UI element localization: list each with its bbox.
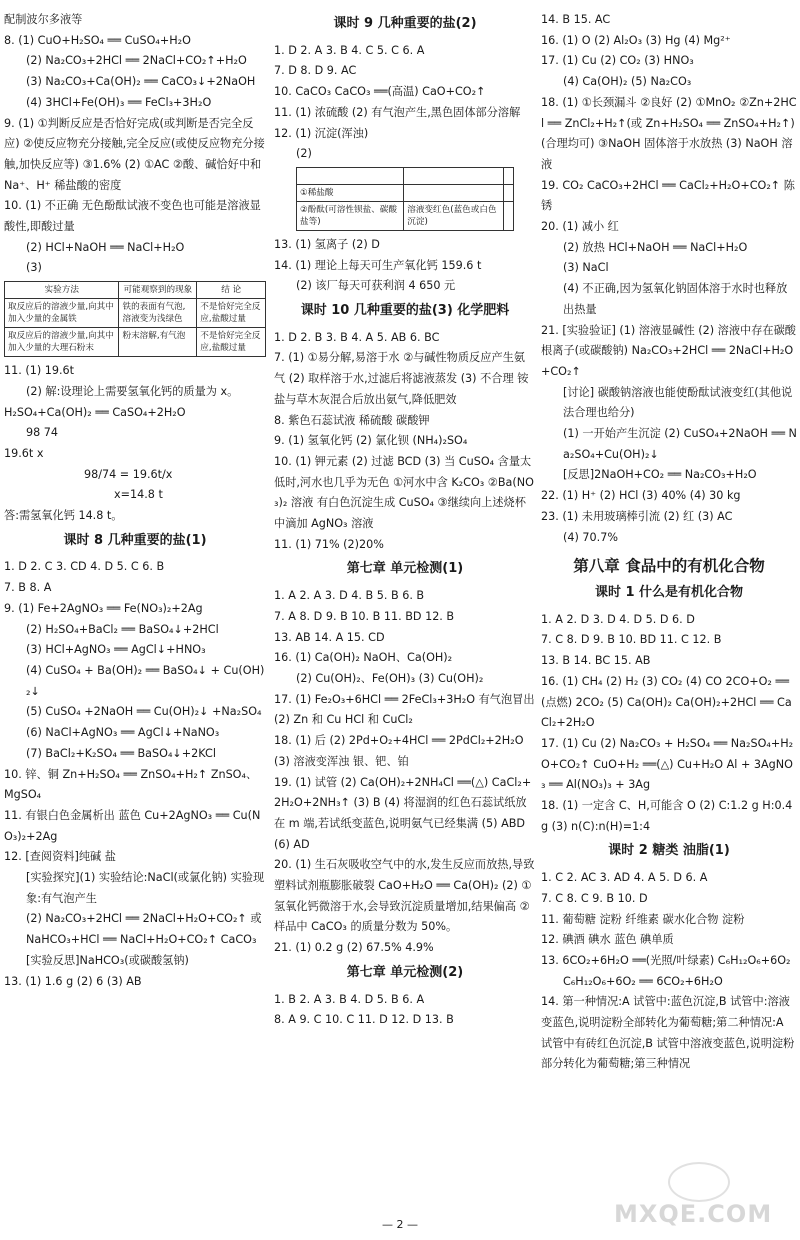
text-line: 9. (1) ①判断反应是否恰好完成(或判断是否完全反应) ②使反应物充分接触,完全反应(或使反应物充分接触,加快反应等) ③1.6% (2) ①AC ②酸、碱恰好中和 Na⁺、H⁺ 稀盐酸的密度	[4, 116, 265, 192]
table-row	[297, 201, 514, 230]
text-line: 7. C 8. D 9. B 10. BD 11. C 12. B	[541, 633, 722, 647]
text-line: (2) H₂SO₄+BaCl₂ ══ BaSO₄↓+2HCl	[26, 622, 219, 636]
text-line: 18. (1) ①长颈漏斗 ②良好 (2) ①MnO₂ ②Zn+2HCl ══ ZnCl₂+H₂↑(或 Zn+H₂SO₄ ══ ZnSO₄+H₂↑)(合理均可) ③NaOH 固体溶于水放热 (3) NaOH 溶液	[541, 95, 797, 171]
text-line: 19. CO₂ CaCO₃+2HCl ══ CaCl₂+H₂O+CO₂↑ 陈锈	[541, 178, 795, 213]
text-line: 21. [实验验证] (1) 溶液显碱性 (2) 溶液中存在碳酸根离子(或碳酸钠) Na₂CO₃+2HCl ══ 2NaCl+H₂O+CO₂↑	[541, 323, 796, 378]
text-line: 7. D 8. D 9. AC	[274, 64, 357, 78]
table-cell	[504, 201, 514, 230]
text-line: (2) 解:设理论上需要氢氧化钙的质量为 x。	[26, 384, 239, 398]
text-line: 13. B 14. BC 15. AB	[541, 654, 651, 668]
text-line: (4) 70.7%	[563, 530, 618, 544]
text-line: 21. (1) 0.2 g (2) 67.5% 4.9%	[274, 941, 434, 955]
table-header: 结 论	[197, 282, 266, 299]
text-line: 1. D 2. A 3. B 4. C 5. C 6. A	[274, 43, 425, 57]
text-line: (2) HCl+NaOH ══ NaCl+H₂O	[26, 240, 185, 254]
text-line: 23. (1) 未用玻璃棒引流 (2) 红 (3) AC	[541, 509, 733, 523]
text-line: 配制波尔多液等	[4, 13, 83, 26]
table-cell: 粉末溶解,有气泡	[119, 328, 197, 357]
text-line: 18. (1) 后 (2) 2Pd+O₂+4HCl ══ 2PdCl₂+2H₂O (3) 溶液变浑浊 银、钯、铂	[274, 734, 524, 768]
text-line: 12. [查阅资料]纯碱 盐	[4, 850, 116, 864]
table-header: 实验方法	[5, 282, 119, 299]
text-line: 7. (1) ①易分解,易溶于水 ②与碱性物质反应产生氨气 (2) 取样溶于水,过滤后将滤液蒸发 (3) 不合理 铵盐与草木灰混合后放出氨气,降低肥效	[274, 351, 529, 406]
text-line: 16. (1) CH₄ (2) H₂ (3) CO₂ (4) CO 2CO+O₂ ══(点燃) 2CO₂ (5) Ca(OH)₂ Ca(OH)₂+2HCl ══ CaCl₂+2H₂O	[541, 674, 792, 730]
text-line: (7) BaCl₂+K₂SO₄ ══ BaSO₄↓+2KCl	[26, 746, 216, 760]
seal-icon	[668, 1162, 730, 1202]
text-line: (2) 放热 HCl+NaOH ══ NaCl+H₂O	[563, 240, 748, 254]
text-line: (5) CuSO₄ +2NaOH ══ Cu(OH)₂↓ +Na₂SO₄	[26, 705, 262, 719]
text-line: x=14.8 t	[114, 488, 163, 502]
text-line: (2) 该厂每天可获利润 4 650 元	[296, 279, 456, 293]
column-left	[4, 10, 266, 1215]
text-line: 16. (1) O (2) Al₂O₃ (3) Hg (4) Mg²⁺	[541, 33, 731, 47]
text-line: (3) NaCl	[563, 261, 609, 275]
text-line: (2) Na₂CO₃+2HCl ══ 2NaCl+CO₂↑+H₂O	[26, 54, 247, 68]
text-line: 98 74	[26, 426, 59, 440]
text-line: 1. D 2. C 3. CD 4. D 5. C 6. B	[4, 560, 165, 574]
table-cell	[297, 167, 404, 184]
text-line: 9. (1) Fe+2AgNO₃ ══ Fe(NO₃)₂+2Ag	[4, 601, 203, 615]
text-line: 22. (1) H⁺ (2) HCl (3) 40% (4) 30 kg	[541, 489, 741, 503]
text-line: H₂SO₄+Ca(OH)₂ ══ CaSO₄+2H₂O	[4, 405, 186, 419]
table-row	[297, 167, 514, 184]
text-line: (2) Na₂CO₃+2HCl ══ 2NaCl+H₂O+CO₂↑ 或 NaHCO₃+HCl ══ NaCl+H₂O+CO₂↑ CaCO₃	[26, 912, 262, 947]
text-line: [实验反思]NaHCO₃(或碳酸氢钠)	[26, 953, 189, 967]
text-line: 8. (1) CuO+H₂SO₄ ══ CuSO₄+H₂O	[4, 33, 191, 47]
column-right	[541, 10, 797, 1215]
table-cell	[404, 167, 504, 184]
page-number: — 2 —	[382, 1218, 418, 1231]
text-line: 98/74 = 19.6t/x	[84, 467, 173, 481]
text-line: (4) 不正确,因为氢氧化钠固体溶于水时也释放出热量	[563, 282, 788, 316]
text-line: (3) HCl+AgNO₃ ══ AgCl↓+HNO₃	[26, 643, 206, 657]
text-line: 10. CaCO₃ CaCO₃ ══(高温) CaO+CO₂↑	[274, 85, 486, 99]
text-line: 11. (1) 19.6t	[4, 364, 75, 378]
text-line: 13. 6CO₂+6H₂O ══(光照/叶绿素) C₆H₁₂O₆+6O₂	[541, 953, 791, 967]
text-line: 11. (1) 71% (2)20%	[274, 537, 384, 551]
text-line: (4) CuSO₄ + Ba(OH)₂ ══ BaSO₄↓ + Cu(OH)₂↓	[26, 663, 265, 698]
table-cell	[504, 184, 514, 201]
table-cell: ②酚酞(可溶性钡盐、碳酸盐等)	[297, 201, 404, 230]
text-line: 10. (1) 不正确 无色酚酞试液不变色也可能是溶液显酸性,即酸过量	[4, 199, 261, 234]
text-line: 答:需氢氧化钙 14.8 t。	[4, 509, 123, 523]
text-line: 8. A 9. C 10. C 11. D 12. D 13. B	[274, 1013, 454, 1027]
text-line: [实验探究](1) 实验结论:NaCl(或氯化钠) 实验现象:有气泡产生	[26, 871, 265, 905]
text-line: 11. (1) 浓硫酸 (2) 有气泡产生,黑色固体部分溶解	[274, 105, 521, 119]
text-line: 9. (1) 氢氧化钙 (2) 氯化钡 (NH₄)₂SO₄	[274, 434, 468, 448]
text-line: 14. (1) 理论上每天可生产氧化钙 159.6 t	[274, 258, 482, 272]
text-line: (3) Na₂CO₃+Ca(OH)₂ ══ CaCO₃↓+2NaOH	[26, 75, 256, 89]
table-cell	[404, 184, 504, 201]
text-line: 14. 第一种情况:A 试管中:蓝色沉淀,B 试管中:溶液变蓝色,说明淀粉全部转化为葡萄糖;第二种情况:A 试管中有砖红色沉淀,B 试管中溶液变蓝色,说明淀粉部分转化为葡萄糖;第三种情况	[541, 995, 795, 1071]
text-line: (2)	[296, 147, 312, 161]
text-line: 11. 葡萄糖 淀粉 纤维素 碳水化合物 淀粉	[541, 912, 745, 926]
text-line: 16. (1) Ca(OH)₂ NaOH、Ca(OH)₂	[274, 651, 453, 665]
text-line: 7. C 8. C 9. B 10. D	[541, 891, 648, 905]
table-cell: 不是恰好完全反应,盐酸过量	[197, 328, 266, 357]
text-line: (4) 3HCl+Fe(OH)₃ ══ FeCl₃+3H₂O	[26, 95, 212, 109]
section-title: 课时 9 几种重要的盐(2)	[333, 16, 477, 31]
table-cell: 溶液变红色(蓝色或白色沉淀)	[404, 201, 504, 230]
watermark-text: MXQE.COM	[614, 1200, 773, 1228]
text-line: 17. (1) Cu (2) CO₂ (3) HNO₃	[541, 54, 694, 68]
table-cell	[504, 167, 514, 184]
text-line: 10. 锌、铜 Zn+H₂SO₄ ══ ZnSO₄+H₂↑ ZnSO₄、MgSO₄	[4, 767, 258, 802]
table-cell: 取反应后的溶液少量,向其中加入少量的金属铁	[5, 299, 119, 328]
table-cell: 不是恰好完全反应,盐酸过量	[197, 299, 266, 328]
text-line: 19. (1) 试管 (2) Ca(OH)₂+2NH₄Cl ══(△) CaCl₂+2H₂O+2NH₃↑ (3) B (4) 将湿润的红色石蕊试纸放在 m 端,若试纸变蓝色,说明氨气已经集满 (5) ABD (6) AD	[274, 775, 532, 851]
section-title: 课时 10 几种重要的盐(3) 化学肥料	[300, 303, 510, 319]
text-line: (3)	[26, 261, 42, 275]
text-line: 20. (1) 生石灰吸收空气中的水,发生反应而放热,导致塑料试剂瓶膨胀破裂 CaO+H₂O ══ Ca(OH)₂ (2) ① 氢氧化钙微溶于水,会导致沉淀质量增加,结果偏高 ② 样品中 CaCO₃ 的质量分数为 50%。	[274, 858, 535, 934]
section-title: 课时 2 糖类 油脂(1)	[608, 843, 730, 859]
text-line: [讨论] 碳酸钠溶液也能使酚酞试液变红(其他说法合理也给分)	[563, 385, 793, 420]
text-line: 1. C 2. AC 3. AD 4. A 5. D 6. A	[541, 871, 708, 885]
reagent-table	[296, 167, 514, 231]
text-line: 8. 紫色石蕊试液 稀硫酸 碳酸钾	[274, 413, 430, 427]
section-title: 课时 8 几种重要的盐(1)	[63, 532, 207, 548]
text-line: 13. (1) 氢离子 (2) D	[274, 237, 380, 251]
text-line: (6) NaCl+AgNO₃ ══ AgCl↓+NaNO₃	[26, 726, 220, 740]
text-line: 11. 有银白色金属析出 蓝色 Cu+2AgNO₃ ══ Cu(NO₃)₂+2Ag	[4, 808, 261, 843]
column-middle	[274, 10, 536, 1215]
text-line: 17. (1) Fe₂O₃+6HCl ══ 2FeCl₃+3H₂O 有气泡冒出 (2) Zn 和 Cu HCl 和 CuCl₂	[274, 692, 535, 727]
text-line: 14. B 15. AC	[541, 13, 611, 26]
text-line: 1. A 2. D 3. D 4. D 5. D 6. D	[541, 612, 695, 626]
text-line: 13. (1) 1.6 g (2) 6 (3) AB	[4, 974, 142, 988]
text-line: 7. A 8. D 9. B 10. B 11. BD 12. B	[274, 609, 455, 623]
text-line: 13. AB 14. A 15. CD	[274, 630, 385, 644]
section-title: 第七章 单元检测(1)	[346, 561, 464, 577]
text-line: 10. (1) 钾元素 (2) 过滤 BCD (3) 当 CuSO₄ 含量太低时,河水也几乎为无色 ①河水中含 K₂CO₃ ②Ba(NO₃)₂ 溶液 有白色沉淀生成 CuSO₄ ③继续向上述烧杯中滴加 AgNO₃ 溶液	[274, 454, 534, 531]
text-line: (1) 一开始产生沉淀 (2) CuSO₄+2NaOH ══ Na₂SO₄+Cu(OH)₂↓	[563, 427, 797, 461]
table-cell: ①稀盐酸	[297, 184, 404, 201]
text-line: 19.6t x	[4, 446, 44, 460]
table-row	[5, 328, 266, 357]
section-title: 课时 1 什么是有机化合物	[594, 584, 744, 600]
text-line: (4) Ca(OH)₂ (5) Na₂CO₃	[563, 75, 692, 89]
text-line: 18. (1) 一定含 C、H,可能含 O (2) C:1.2 g H:0.4 g (3) n(C):n(H)=1:4	[541, 799, 793, 833]
text-line: 1. B 2. A 3. B 4. D 5. B 6. A	[274, 992, 425, 1006]
text-line: [反思]2NaOH+CO₂ ══ Na₂CO₃+H₂O	[563, 468, 757, 482]
text-line: 1. D 2. B 3. B 4. A 5. AB 6. BC	[274, 330, 440, 344]
text-line: 7. B 8. A	[4, 581, 52, 595]
experiment-table	[4, 281, 266, 357]
table-row	[5, 299, 266, 328]
text-line: (2) Cu(OH)₂、Fe(OH)₃ (3) Cu(OH)₂	[296, 671, 484, 685]
chapter-title: 第八章 食品中的有机化合物	[573, 557, 765, 576]
table-cell: 取反应后的溶液少量,向其中加入少量的大理石粉末	[5, 328, 119, 357]
table-header-row	[5, 282, 266, 299]
text-line: C₆H₁₂O₆+6O₂ ══ 6CO₂+6H₂O	[563, 974, 723, 988]
text-line: 17. (1) Cu (2) Na₂CO₃ + H₂SO₄ ══ Na₂SO₄+H₂O+CO₂↑ CuO+H₂ ══(△) Cu+H₂O Al + 3AgNO₃ ══ Al(NO₃)₃ + 3Ag	[541, 736, 794, 792]
table-row	[297, 184, 514, 201]
text-line: 20. (1) 减小 红	[541, 220, 619, 234]
table-cell: 铁的表面有气泡,溶液变为浅绿色	[119, 299, 197, 328]
text-line: 12. (1) 沉淀(浑浊)	[274, 126, 369, 140]
table-header: 可能观察到的现象	[119, 282, 197, 299]
section-title: 第七章 单元检测(2)	[346, 964, 464, 980]
text-line: 1. A 2. A 3. D 4. B 5. B 6. B	[274, 589, 425, 603]
text-line: 12. 碘酒 碘水 蓝色 碘单质	[541, 933, 674, 947]
